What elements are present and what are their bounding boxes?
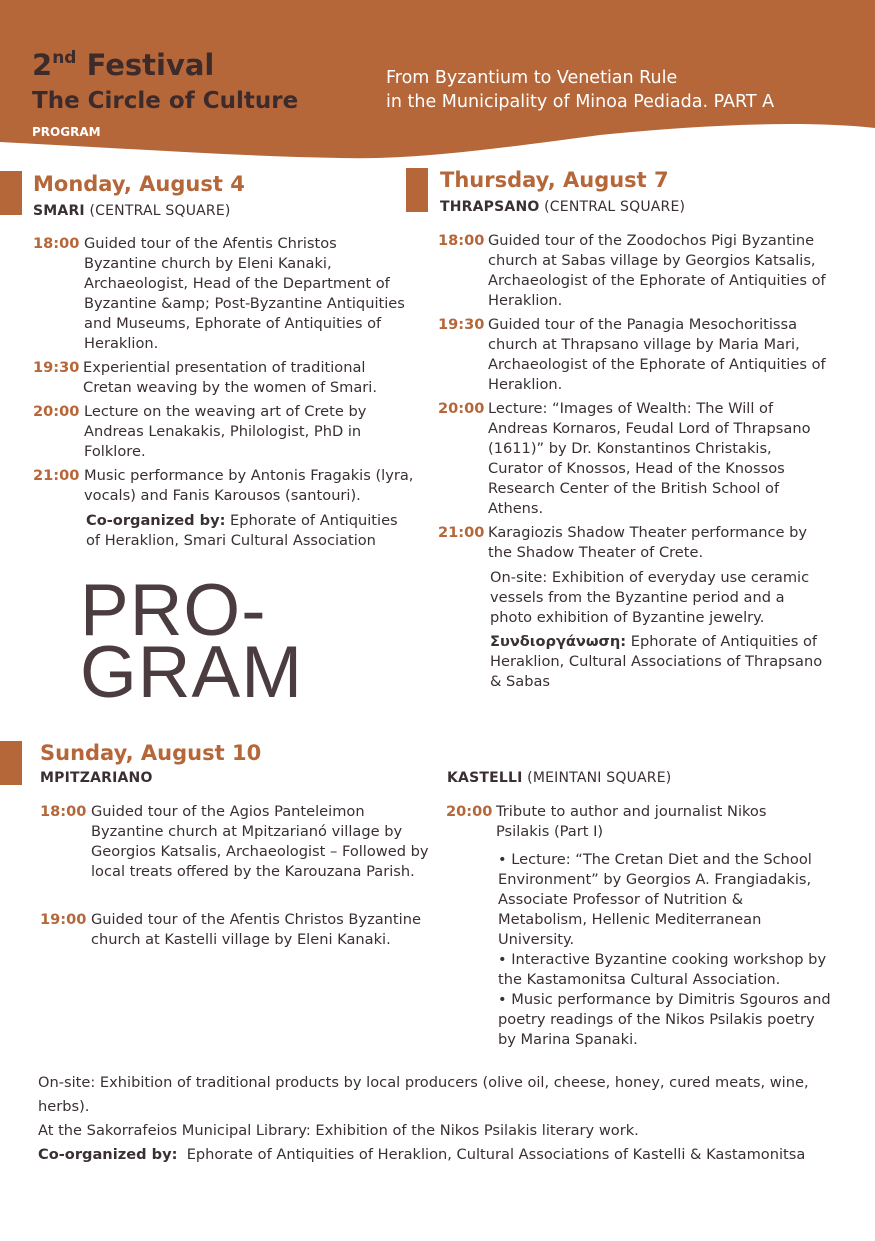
time-label: 18:00	[438, 232, 485, 249]
footer-onsite: On-site: Exhibition of traditional products by local producers (olive oil, cheese, honey, cured meats, wine, herbs).	[38, 1074, 809, 1115]
monday-item-2000	[33, 402, 413, 462]
item-text: Tribute to author and journalist Nikos Psilakis (Part I)	[496, 803, 767, 840]
item-text: Guided tour of the Zoodochos Pigi Byzantine church at Sabas village by Georgios Katsalis, Archaeologist of the Ephorate of Antiquities of Heraklion.	[488, 232, 826, 309]
footer-coorganizers: Co-organized by: Ephorate of Antiquities of Heraklion, Cultural Associations of Kastelli & Kastamonitsa	[38, 1146, 806, 1163]
thursday-item-2000	[438, 399, 830, 519]
sunday-location: MPITZARIANO	[40, 770, 153, 786]
time-label: 21:00	[33, 467, 80, 484]
monday-title: Monday, August 4	[33, 172, 245, 196]
footer-notes	[38, 1071, 838, 1167]
kastelli-bullets	[498, 850, 833, 1050]
monday-coorganizers: Co-organized by: Ephorate of Antiquities of Heraklion, Smari Cultural Association	[86, 512, 398, 549]
thursday-item-1930	[438, 315, 830, 395]
thursday-coorganizers: Συνδιοργάνωση: Ephorate of Antiquities of Heraklion, Cultural Associations of Thrapsano & Sabas	[490, 633, 823, 690]
time-label: 19:00	[40, 911, 87, 928]
sunday-accent-bar	[0, 741, 22, 785]
bullet-item: • Interactive Byzantine cooking workshop by the Kastamonitsa Cultural Association.	[498, 951, 827, 988]
time-label: 18:00	[40, 803, 87, 820]
sunday-item-1900	[40, 910, 435, 950]
thursday-accent-bar	[406, 168, 428, 212]
kastelli-item-2000	[446, 802, 806, 842]
item-text: Guided tour of the Afentis Christos Byzantine church at Kastelli village by Eleni Kanaki.	[91, 911, 421, 948]
bullet-item: • Music performance by Dimitris Sgouros and poetry readings of the Nikos Psilakis poetry by Marina Spanaki.	[498, 991, 831, 1048]
festival-subtitle: The Circle of Culture	[32, 88, 299, 114]
monday-location: SMARI (CENTRAL SQUARE)	[33, 203, 231, 219]
time-label: 20:00	[33, 403, 80, 420]
thursday-title: Thursday, August 7	[440, 168, 669, 192]
thursday-onsite: On-site: Exhibition of everyday use ceramic vessels from the Byzantine period and a photo exhibition of Byzantine jewelry.	[490, 569, 810, 626]
thursday-item-2100	[438, 523, 830, 563]
item-text: Guided tour of the Afentis Christos Byzantine church by Eleni Kanaki, Archaeologist, Head of the Department of Byzantine &amp; Post-Byzantine Antiquities and Museums, Ephorate of Antiquities of Heraklion.	[84, 235, 405, 352]
item-text: Guided tour of the Agios Panteleimon Byzantine church at Mpitzarianó village by Georgios Katsalis, Archaeologist – Followed by local treats offered by the Karouzana Parish.	[91, 803, 429, 880]
thursday-location: THRAPSANO (CENTRAL SQUARE)	[440, 199, 686, 215]
time-label: 20:00	[438, 400, 485, 417]
festival-title: 2nd Festival	[32, 48, 215, 82]
sunday-title: Sunday, August 10	[40, 741, 262, 765]
time-label: 19:30	[438, 316, 485, 333]
monday-item-1800	[33, 234, 413, 354]
time-label: 18:00	[33, 235, 80, 252]
thursday-item-1800	[438, 231, 830, 311]
time-label: 19:30	[33, 359, 80, 376]
monday-accent-bar	[0, 171, 22, 215]
event-subtitle: From Byzantium to Venetian Rule in the Municipality of Minoa Pediada. PART A	[386, 68, 775, 112]
bullet-item: • Lecture: “The Cretan Diet and the School Environment” by Georgios A. Frangiadakis, Associate Professor of Nutrition & Metabolism, Hellenic Mediterranean University.	[498, 851, 812, 948]
time-label: 21:00	[438, 524, 485, 541]
item-text: Experiential presentation of traditional Cretan weaving by the women of Smari.	[83, 359, 377, 396]
footer-library: At the Sakorrafeios Municipal Library: Exhibition of the Nikos Psilakis literary work.	[38, 1122, 639, 1139]
program-label: PROGRAM	[32, 125, 101, 139]
item-text: Lecture on the weaving art of Crete by Andreas Lenakakis, Philologist, PhD in Folklore.	[84, 403, 367, 460]
kastelli-location: KASTELLI (MEINTANI SQUARE)	[447, 770, 672, 786]
monday-item-2100	[33, 466, 418, 506]
program-heading: PRO- GRAM	[80, 570, 303, 713]
time-label: 20:00	[446, 803, 493, 820]
item-text: Karagiozis Shadow Theater performance by the Shadow Theater of Crete.	[488, 524, 808, 561]
item-text: Lecture: “Images of Wealth: The Will of Andreas Kornaros, Feudal Lord of Thrapsano (1611)” by Dr. Konstantinos Christakis, Curator of Knossos, Head of the Knossos Research Center of the British School of Athens.	[488, 400, 811, 517]
item-text: Music performance by Antonis Fragakis (lyra, vocals) and Fanis Karousos (santouri).	[84, 467, 414, 504]
sunday-item-1800	[40, 802, 435, 882]
item-text: Guided tour of the Panagia Mesochoritissa church at Thrapsano village by Maria Mari, Archaeologist of the Ephorate of Antiquities of Heraklion.	[488, 316, 826, 393]
monday-item-1930	[33, 358, 413, 398]
